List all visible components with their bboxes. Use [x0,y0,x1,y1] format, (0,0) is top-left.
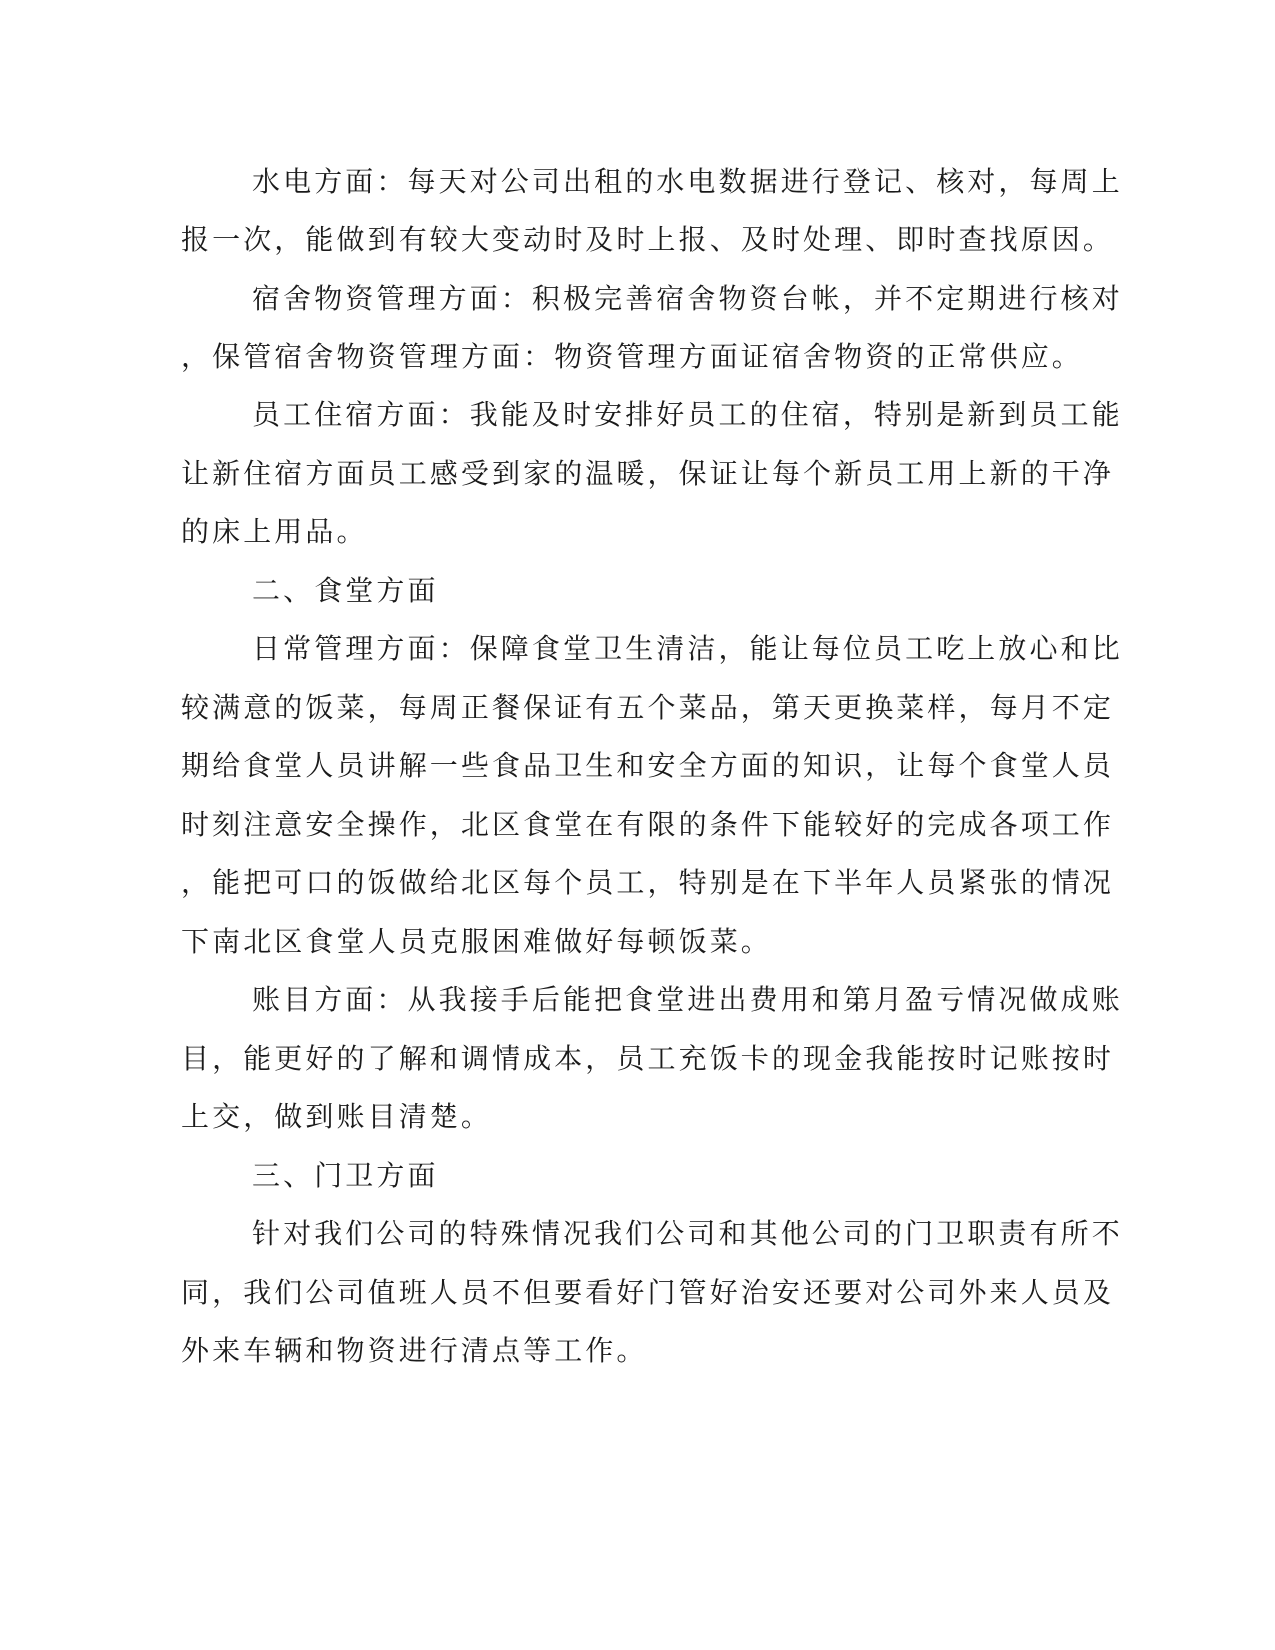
text-line: 上交，做到账目清楚。 [181,1100,493,1133]
text-line: 同，我们公司值班人员不但要看好门管好治安还要对公司外来人员及 [181,1276,1115,1309]
text-line: 目，能更好的了解和调情成本，员工充饭卡的现金我能按时记账按时 [181,1042,1115,1075]
text-line: 外来车辆和物资进行清点等工作。 [181,1334,648,1367]
section-heading: 三、门卫方面 [252,1159,439,1192]
text-line: 时刻注意安全操作，北区食堂在有限的条件下能较好的完成各项工作 [181,808,1115,841]
text-line: 的床上用品。 [181,515,368,548]
text-line: 下南北区食堂人员克服困难做好每顿饭菜。 [181,925,772,958]
text-line: 日常管理方面：保障食堂卫生清洁，能让每位员工吃上放心和比 [252,632,1123,665]
text-line: 报一次，能做到有较大变动时及时上报、及时处理、即时查找原因。 [181,223,1115,256]
section-heading: 二、食堂方面 [252,574,439,607]
text-line: 较满意的饭菜，每周正餐保证有五个菜品，第天更换菜样，每月不定 [181,691,1115,724]
text-line: 水电方面：每天对公司出租的水电数据进行登记、核对，每周上 [252,165,1123,198]
text-line: 期给食堂人员讲解一些食品卫生和安全方面的知识，让每个食堂人员 [181,749,1115,782]
text-line: ，保管宿舍物资管理方面：物资管理方面证宿舍物资的正常供应。 [181,340,1083,373]
text-line: 员工住宿方面：我能及时安排好员工的住宿，特别是新到员工能 [252,398,1123,431]
text-line: ，能把可口的饭做给北区每个员工，特别是在下半年人员紧张的情况 [181,866,1115,899]
text-line: 让新住宿方面员工感受到家的温暖，保证让每个新员工用上新的干净 [181,457,1115,490]
text-line: 宿舍物资管理方面：积极完善宿舍物资台帐，并不定期进行核对 [252,282,1123,315]
text-line: 针对我们公司的特殊情况我们公司和其他公司的门卫职责有所不 [252,1217,1123,1250]
text-line: 账目方面：从我接手后能把食堂进出费用和第月盈亏情况做成账 [252,983,1123,1016]
